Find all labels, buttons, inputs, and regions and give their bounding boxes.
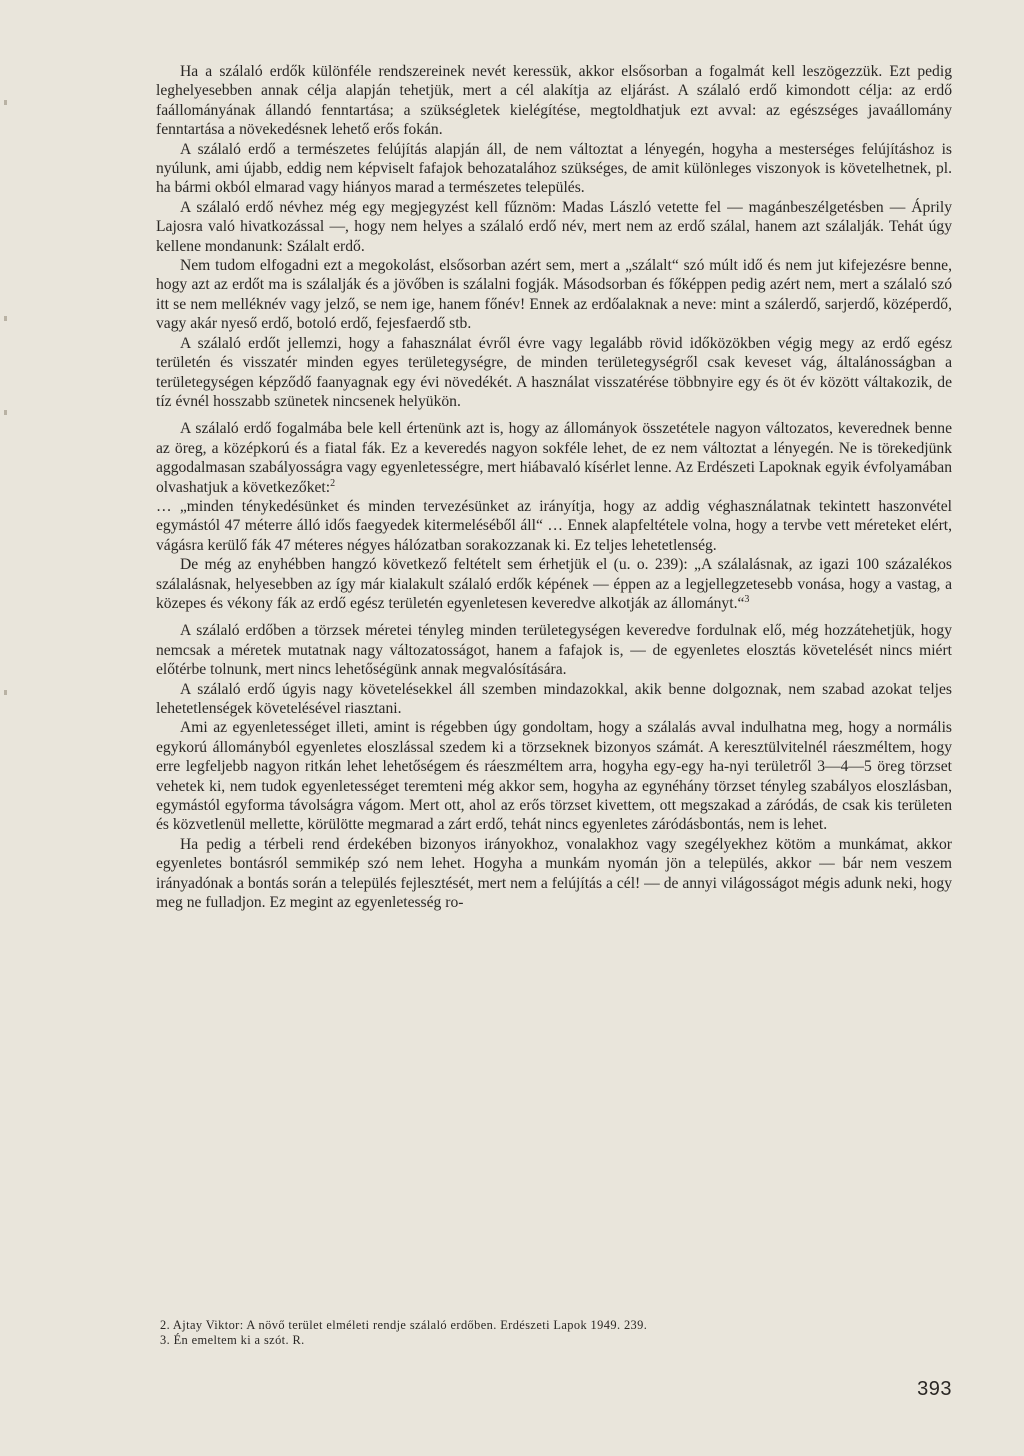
paragraph-7: … „minden ténykedésünket és minden tervezésünket az irányítja, hogy az addig véghasználatnak tekintett haszonvétel egymástól 47 méterre álló idős faegyedek kitermeléséből áll“ … Ennek alapfeltétele volna, hogy a tervbe vett méreteket elért, vágásra kerülő fák 47 méteres négyes hálózatban sorakozzanak ki. Ez teljes lehetetlenség. [156, 497, 952, 554]
paragraph-8 [156, 555, 952, 613]
margin-mark [4, 316, 7, 321]
footnote-3: 3. Én emeltem ki a szót. R. [160, 1333, 305, 1347]
paragraph-6-text: A szálaló erdő fogalmába bele kell értenünk azt is, hogy az állományok összetétele nagyon változatos, keverednek benne az öreg, a középkorú és a fiatal fák. Ez a keveredés nagyon sokféle lehet, de ez nem változtat a lényegén. Ne is törekedjünk aggodalmasan szabályosságra vagy egyenletességre, mert hiábavaló kísérlet lenne. Az Erdészeti Lapoknak egyik évfolyamában olvashatjuk a következőket: [156, 420, 952, 496]
paragraph-11: Ami az egyenletességet illeti, amint is régebben úgy gondoltam, hogy a szálalás avval indulhatna meg, hogy a normális egykorú állományból egyenletes eloszlással szedem ki a törzseknek bizonyos számát. A keresztülvitelnél ráeszméltem, hogy erre legfeljebb nagyon ritkán lehet lehetőségem és ráeszméltem arra, hogyha egy-egy ha-nyi területről 3—4—5 öreg törzset vehetek ki, nem tudok egyenletességet teremteni még akkor sem, hogyha az egynéhány törzset tényleg szabályos eloszlásban, egymástól egyforma távolságra vágom. Mert ott, ahol az erős törzset kivettem, ott megszakad a záródás, de csak kis területen és közvetlenül mellette, körülötte megmarad a zárt erdő, tehát nincs egyenletes záródásbontás, nem is lehet. [156, 719, 952, 834]
margin-mark [4, 690, 7, 695]
paragraph-3: A szálaló erdő névhez még egy megjegyzést kell fűznöm: Madas László vetette fel — magánbeszélgetésben — Áprily Lajosra való hivatkozással —, hogy nem helyes a szálaló erdő név, mert nem az erdő szálal, hanem azt szálalják. Tehát úgy kellene mondanunk: Szálalt erdő. [156, 198, 952, 255]
margin-mark [4, 410, 7, 415]
paragraph-1: Ha a szálaló erdők különféle rendszereinek nevét keressük, akkor elsősorban a fogalmát kell leszögezzük. Ezt pedig leghelyesebben annak célja alapján tehetjük, mert a cél alakítja az eljárást. A szálaló erdő kimondott célja: az erdő faállományának állandó fenntartása; a szükségletek kielégítése, megtoldhatjuk ezt avval: az egészséges javaállomány fenntartása a növekedésnek lehető erős fokán. [156, 63, 952, 139]
footnote-ref-2: 2 [330, 477, 336, 489]
paragraph-6 [156, 419, 952, 497]
paragraph-9: A szálaló erdőben a törzsek méretei tényleg minden területegységen keveredve fordulnak elő, még hozzátehetjük, hogy nemcsak a méretek mutatnak nagy változatosságot, hanem a fafajok is, — de egyenletes elosztás követelését nincs miért előtérbe tolnunk, mert nincs lehetőségünk annak megvalósítására. [156, 622, 952, 679]
footnote-ref-3: 3 [744, 593, 750, 605]
paragraph-10: A szálaló erdő úgyis nagy követelésekkel áll szemben mindazokkal, akik benne dolgoznak, nem szabad azokat teljes lehetetlenségek követelésével riasztani. [156, 680, 952, 717]
paragraph-5: A szálaló erdőt jellemzi, hogy a fahasználat évről évre vagy legalább rövid időközökben végig megy az erdő egész területén és visszatér minden egyes területegységre, de minden területegységről csak keveset vág, általánosságban a területegységen képződő faanyagnak egy évi növedékét. A használat visszatérése többnyire egy és öt év között váltakozik, de tíz évnél hosszabb szünetek nincsenek helyükön. [156, 334, 952, 410]
footnote-2: 2. Ajtay Viktor: A növő terület elméleti rendje szálaló erdőben. Erdészeti Lapok 1949. 239. [160, 1318, 648, 1332]
main-text [156, 62, 952, 912]
margin-mark [4, 100, 7, 105]
page-number: 393 [917, 1378, 952, 1400]
footnotes [160, 1318, 952, 1348]
paragraph-8-text: De még az enyhébben hangzó következő feltételt sem érhetjük el (u. o. 239): „A szálalásnak, az igazi 100 százalékos szálalásnak, helyesebben az így már kialakult szálaló erdők képének — éppen az a legjellegzetesebb vonása, hogy a vastag, a közepes és vékony fák az erdő egész területén egyenletesen keveredve alkotják az állományt.“ [156, 556, 952, 612]
paragraph-4: Nem tudom elfogadni ezt a megokolást, elsősorban azért sem, mert a „szálalt“ szó múlt idő és nem jut kifejezésre benne, hogy azt az erdőt ma is szálalják és a jövőben is szálalni fogják. Másodsorban és főképpen pedig azért nem, mert a szálaló szó itt se nem melléknév vagy jelző, se nem ige, hanem főnév! Ennek az erdőalaknak a neve: mint a szálerdő, sarjerdő, középerdő, vagy akár nyeső erdő, botoló erdő, fejesfaerdő stb. [156, 257, 952, 333]
paragraph-12: Ha pedig a térbeli rend érdekében bizonyos irányokhoz, vonalakhoz vagy szegélyekhez kötöm a munkámat, akkor egyenletes bontásról semmikép szó nem lehet. Hogyha a munkám nyomán jön a település, akkor — bár nem veszem irányadónak a bontás során a település fejlesztését, mert nem a felújítás a cél! — de annyi világosságot mégis adunk neki, hogy meg ne fulladjon. Ez megint az egyenletesség ro- [156, 835, 952, 912]
paragraph-2: A szálaló erdő a természetes felújítás alapján áll, de nem változtat a lényegén, hogyha a mesterséges felújításhoz is nyúlunk, ami újabb, eddig nem képviselt fafajok behozatalához szükséges, de amit különleges viszonyok is követelhetnek, pl. ha bármi okból elmarad vagy hiányos marad a természetes település. [156, 140, 952, 197]
